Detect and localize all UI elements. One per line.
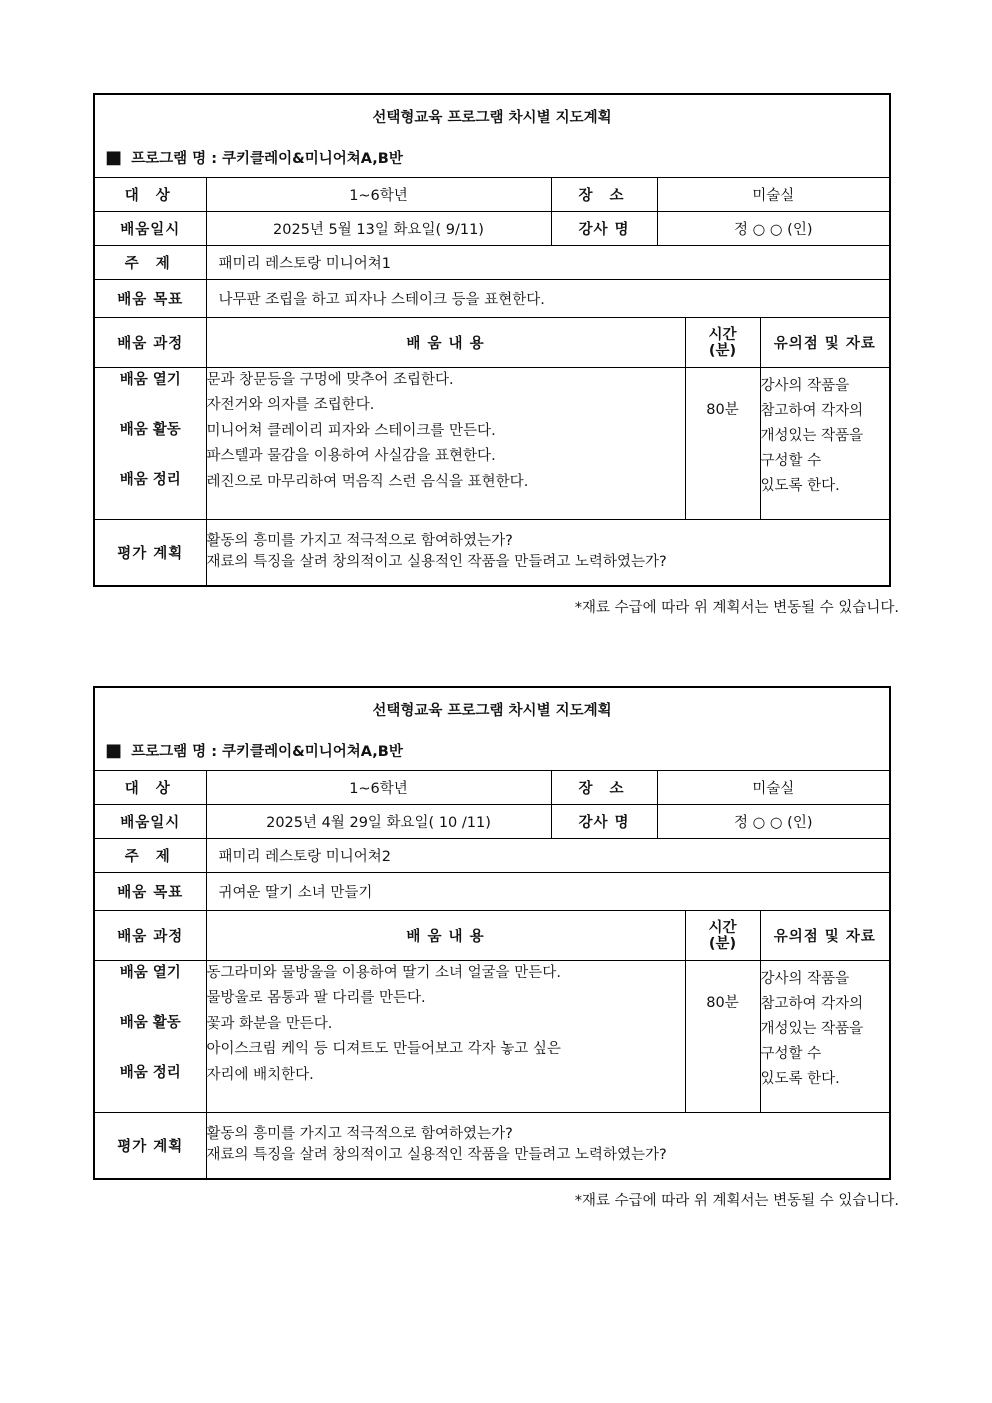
notes-list xyxy=(760,961,890,1113)
topic-value: 패미리 레스토랑 미니어쳐2 xyxy=(206,839,890,873)
notes-line: 있도록 한다. xyxy=(760,1071,840,1087)
time-header-line-2: (분) xyxy=(708,935,737,952)
notes-line: 개성있는 작품을 xyxy=(760,1021,864,1037)
goal-label: 배움 목표 xyxy=(94,873,206,911)
notes-line: 구성할 수 xyxy=(760,1046,822,1062)
program-name xyxy=(94,730,890,771)
content-line: 꽃과 화분을 만든다. xyxy=(206,1015,333,1032)
notes-line: 개성있는 작품을 xyxy=(760,428,864,444)
time-value: 80분 xyxy=(685,961,760,1113)
program-name-text: 프로그램 명 : 쿠키클레이&미니어쳐A,B반 xyxy=(131,743,403,760)
notes-line: 있도록 한다. xyxy=(760,478,840,494)
page-title: 선택형교육 프로그램 차시별 지도계획 xyxy=(94,94,890,137)
footnote: *재료 수급에 따라 위 계획서는 변동될 수 있습니다. xyxy=(574,1192,899,1209)
content-list xyxy=(206,961,685,1113)
plan-table xyxy=(93,93,891,587)
process-label: 배움 과정 xyxy=(94,318,206,368)
content-header: 배 움 내 용 xyxy=(206,911,685,961)
topic-label: 주 제 xyxy=(94,246,206,280)
target-value: 1~6학년 xyxy=(206,178,551,212)
time-header xyxy=(685,318,760,368)
place-label: 장 소 xyxy=(551,771,657,805)
date-value: 2025년 5월 13일 화요일( 9/11) xyxy=(206,212,551,246)
goal-value: 귀여운 딸기 소녀 만들기 xyxy=(206,873,890,911)
time-header-line-2: (분) xyxy=(708,342,737,359)
teacher-value: 정 ○ ○ (인) xyxy=(657,212,890,246)
time-header-line-1: 시간 xyxy=(708,326,737,343)
notes-line: 강사의 작품을 xyxy=(760,971,850,987)
content-line: 물방울로 몸통과 팔 다리를 만든다. xyxy=(206,990,426,1007)
date-value: 2025년 4월 29일 화요일( 10 /11) xyxy=(206,805,551,839)
notes-line: 참고하여 각자의 xyxy=(760,403,864,419)
content-line: 자전거와 의자를 조립한다. xyxy=(206,397,375,414)
notes-line: 참고하여 각자의 xyxy=(760,996,864,1012)
stage-list xyxy=(94,368,206,520)
stage-open: 배움 열기 xyxy=(119,372,181,388)
notes-line: 구성할 수 xyxy=(760,453,822,469)
notes-list xyxy=(760,368,890,520)
time-value: 80분 xyxy=(685,368,760,520)
teacher-label: 강사 명 xyxy=(551,805,657,839)
stage-list xyxy=(94,961,206,1113)
teacher-value: 정 ○ ○ (인) xyxy=(657,805,890,839)
goal-value: 나무판 조립을 하고 피자나 스테이크 등을 표현한다. xyxy=(206,280,890,318)
stage-open: 배움 열기 xyxy=(119,965,181,981)
target-value: 1~6학년 xyxy=(206,771,551,805)
content-line: 미니어쳐 클레이리 피자와 스테이크를 만든다. xyxy=(206,422,496,439)
content-line: 아이스크림 케익 등 디져트도 만들어보고 각자 놓고 싶은 xyxy=(206,1041,561,1058)
process-label: 배움 과정 xyxy=(94,911,206,961)
date-label: 배움일시 xyxy=(94,212,206,246)
place-value: 미술실 xyxy=(657,178,890,212)
content-list xyxy=(206,368,685,520)
topic-label: 주 제 xyxy=(94,839,206,873)
teacher-label: 강사 명 xyxy=(551,212,657,246)
notes-header: 유의점 및 자료 xyxy=(760,318,890,368)
goal-label: 배움 목표 xyxy=(94,280,206,318)
stage-close: 배움 정리 xyxy=(119,472,181,488)
eval-list xyxy=(206,520,890,586)
bullet-square-icon: ■ xyxy=(105,739,123,761)
notes-header: 유의점 및 자료 xyxy=(760,911,890,961)
stage-activity: 배움 활동 xyxy=(119,422,181,438)
program-name-text: 프로그램 명 : 쿠키클레이&미니어쳐A,B반 xyxy=(131,150,403,167)
eval-label: 평가 계획 xyxy=(94,1113,206,1179)
content-line: 문과 창문등을 구멍에 맞추어 조립한다. xyxy=(206,372,454,388)
plan-table xyxy=(93,686,891,1180)
program-name xyxy=(94,137,890,178)
footnote: *재료 수급에 따라 위 계획서는 변동될 수 있습니다. xyxy=(574,599,899,616)
stage-close: 배움 정리 xyxy=(119,1065,181,1081)
page-title: 선택형교육 프로그램 차시별 지도계획 xyxy=(94,687,890,730)
target-label: 대 상 xyxy=(94,178,206,212)
eval-line: 활동의 흥미를 가지고 적극적으로 함여하였는가? xyxy=(206,533,513,550)
eval-label: 평가 계획 xyxy=(94,520,206,586)
content-line: 파스텔과 물감을 이용하여 사실감을 표현한다. xyxy=(206,448,496,465)
plan-form-2 xyxy=(93,686,899,1210)
content-line: 자리에 배치한다. xyxy=(206,1066,314,1083)
eval-line: 재료의 특징을 살려 창의적이고 실용적인 작품을 만들려고 노력하였는가? xyxy=(206,1147,667,1164)
topic-value: 패미리 레스토랑 미니어쳐1 xyxy=(206,246,890,280)
content-header: 배 움 내 용 xyxy=(206,318,685,368)
time-header-line-1: 시간 xyxy=(708,919,737,936)
place-value: 미술실 xyxy=(657,771,890,805)
date-label: 배움일시 xyxy=(94,805,206,839)
content-line: 레진으로 마무리하여 먹음직 스런 음식을 표현한다. xyxy=(206,473,529,490)
content-line: 동그라미와 물방울을 이용하여 딸기 소녀 얼굴을 만든다. xyxy=(206,965,561,981)
eval-line: 활동의 흥미를 가지고 적극적으로 함여하였는가? xyxy=(206,1126,513,1143)
target-label: 대 상 xyxy=(94,771,206,805)
eval-list xyxy=(206,1113,890,1179)
plan-form-1 xyxy=(93,93,899,617)
eval-line: 재료의 특징을 살려 창의적이고 실용적인 작품을 만들려고 노력하였는가? xyxy=(206,554,667,571)
time-header xyxy=(685,911,760,961)
bullet-square-icon: ■ xyxy=(105,146,123,168)
stage-activity: 배움 활동 xyxy=(119,1015,181,1031)
notes-line: 강사의 작품을 xyxy=(760,378,850,394)
place-label: 장 소 xyxy=(551,178,657,212)
